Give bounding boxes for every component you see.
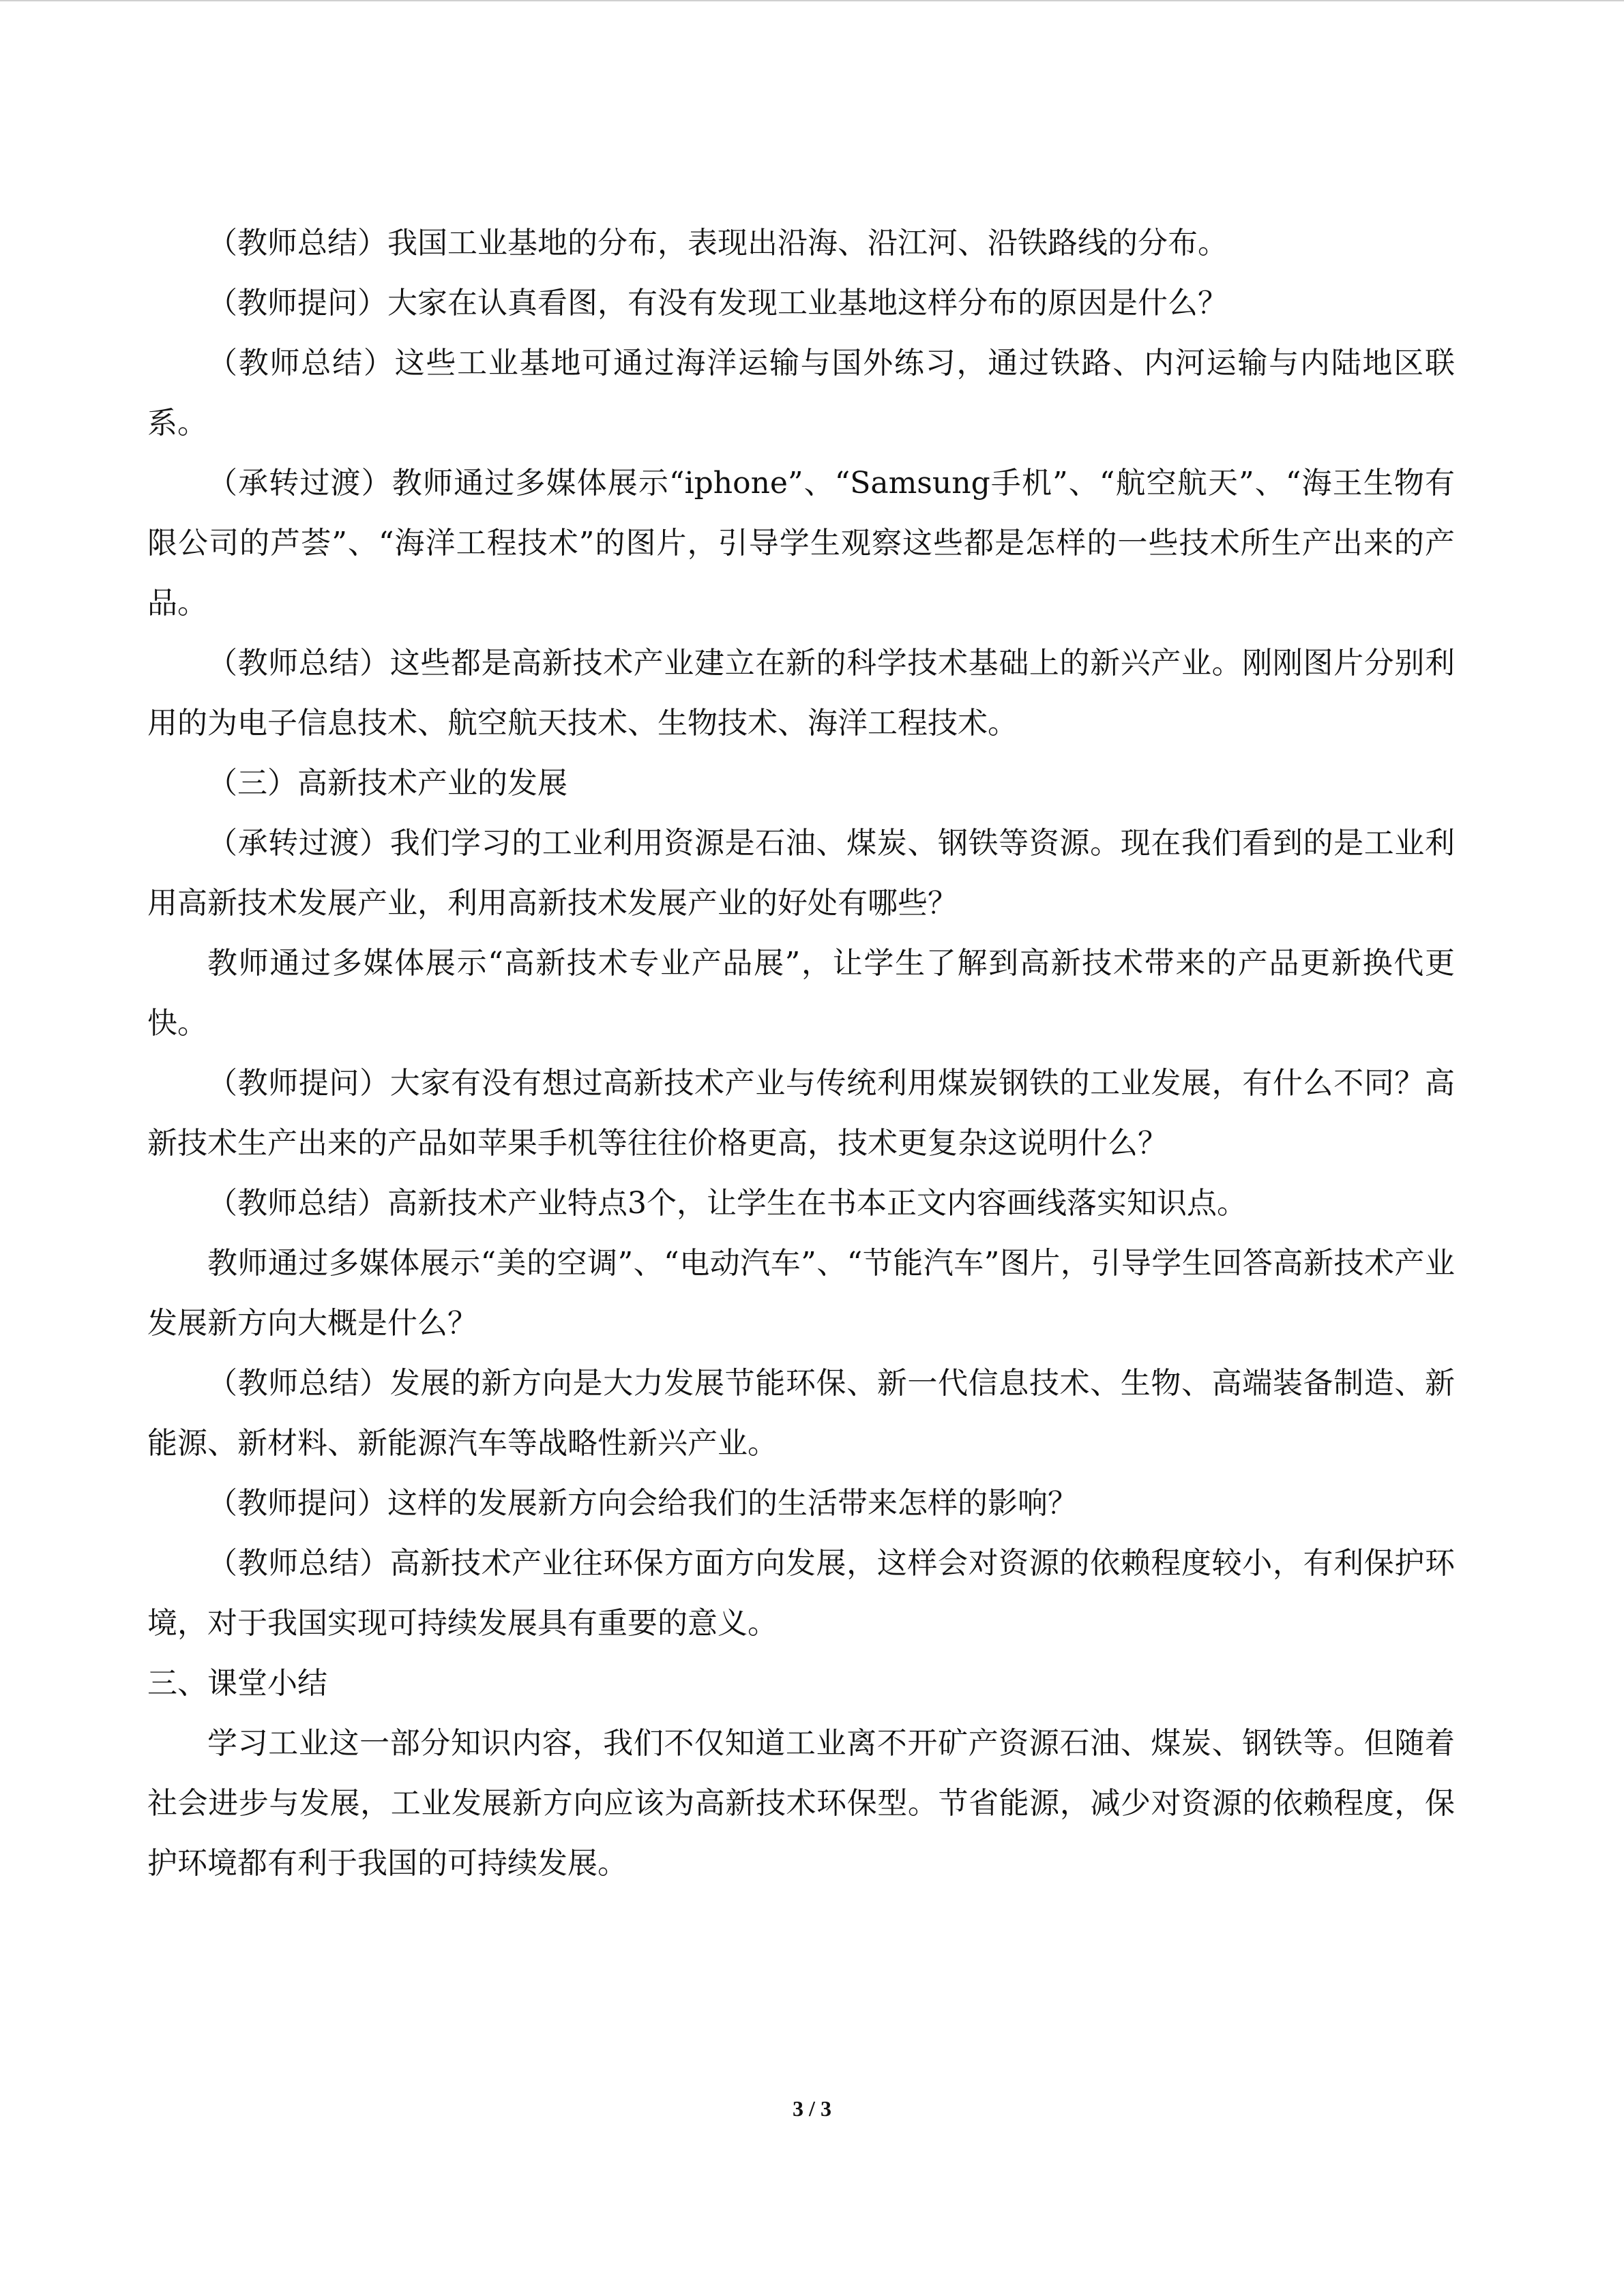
paragraph-teacher-question-impact: （教师提问）这样的发展新方向会给我们的生活带来怎样的影响？: [207, 1486, 1078, 1521]
paragraph-teacher-summary-distribution: （教师总结）我国工业基地的分布，表现出沿海、沿江河、沿铁路线的分布。: [207, 226, 1228, 260]
paragraph-multimedia-new-direction: 教师通过多媒体展示“美的空调”、“电动汽车”、“节能汽车”图片，引导学生回答高新技术产业发展新方向大概是什么？: [147, 1246, 1455, 1341]
paragraph-teacher-summary-transport: （教师总结）这些工业基地可通过海洋运输与国外练习，通过铁路、内河运输与内陆地区联系。: [147, 346, 1455, 441]
paragraph-teacher-question-difference: （教师提问）大家有没有想过高新技术产业与传统利用煤炭钢铁的工业发展，有什么不同？高新技术生产出来的产品如苹果手机等往往价格更高，技术更复杂这说明什么？: [147, 1066, 1455, 1161]
paragraph-teacher-summary-environment: （教师总结）高新技术产业往环保方面方向发展，这样会对资源的依赖程度较小，有利保护环境，对于我国实现可持续发展具有重要的意义。: [147, 1546, 1455, 1641]
section-heading-hightech-development: （三）高新技术产业的发展: [207, 766, 567, 801]
paragraph-class-summary: 学习工业这一部分知识内容，我们不仅知道工业离不开矿产资源石油、煤炭、钢铁等。但随着社会进步与发展，工业发展新方向应该为高新技术环保型。节省能源，减少对资源的依赖程度，保护环境都有利于我国的可持续发展。: [147, 1726, 1455, 1881]
document-body: [147, 213, 1455, 1894]
page-number: 3 / 3: [793, 2096, 831, 2121]
section-heading-class-summary: 三、课堂小结: [147, 1666, 327, 1701]
paragraph-teacher-summary-new-direction: （教师总结）发展的新方向是大力发展节能环保、新一代信息技术、生物、高端装备制造、新能源、新材料、新能源汽车等战略性新兴产业。: [147, 1366, 1455, 1461]
paragraph-teacher-summary-hightech: （教师总结）这些都是高新技术产业建立在新的科学技术基础上的新兴产业。刚刚图片分别利用的为电子信息技术、航空航天技术、生物技术、海洋工程技术。: [147, 646, 1455, 741]
paragraph-transition-multimedia-products: （承转过渡）教师通过多媒体展示“iphone”、“Samsung手机”、“航空航天”、“海王生物有限公司的芦荟”、“海洋工程技术”的图片，引导学生观察这些都是怎样的一些技术所生产出来的产品。: [147, 466, 1455, 621]
top-border-line: [0, 0, 1624, 1]
paragraph-transition-resources: （承转过渡）我们学习的工业利用资源是石油、煤炭、钢铁等资源。现在我们看到的是工业利用高新技术发展产业，利用高新技术发展产业的好处有哪些？: [147, 826, 1455, 921]
paragraph-teacher-summary-features: （教师总结）高新技术产业特点3个，让学生在书本正文内容画线落实知识点。: [207, 1186, 1247, 1221]
paragraph-product-exhibition: 教师通过多媒体展示“高新技术专业产品展”，让学生了解到高新技术带来的产品更新换代更快。: [147, 946, 1455, 1041]
paragraph-teacher-question-reason: （教师提问）大家在认真看图，有没有发现工业基地这样分布的原因是什么？: [207, 286, 1228, 320]
